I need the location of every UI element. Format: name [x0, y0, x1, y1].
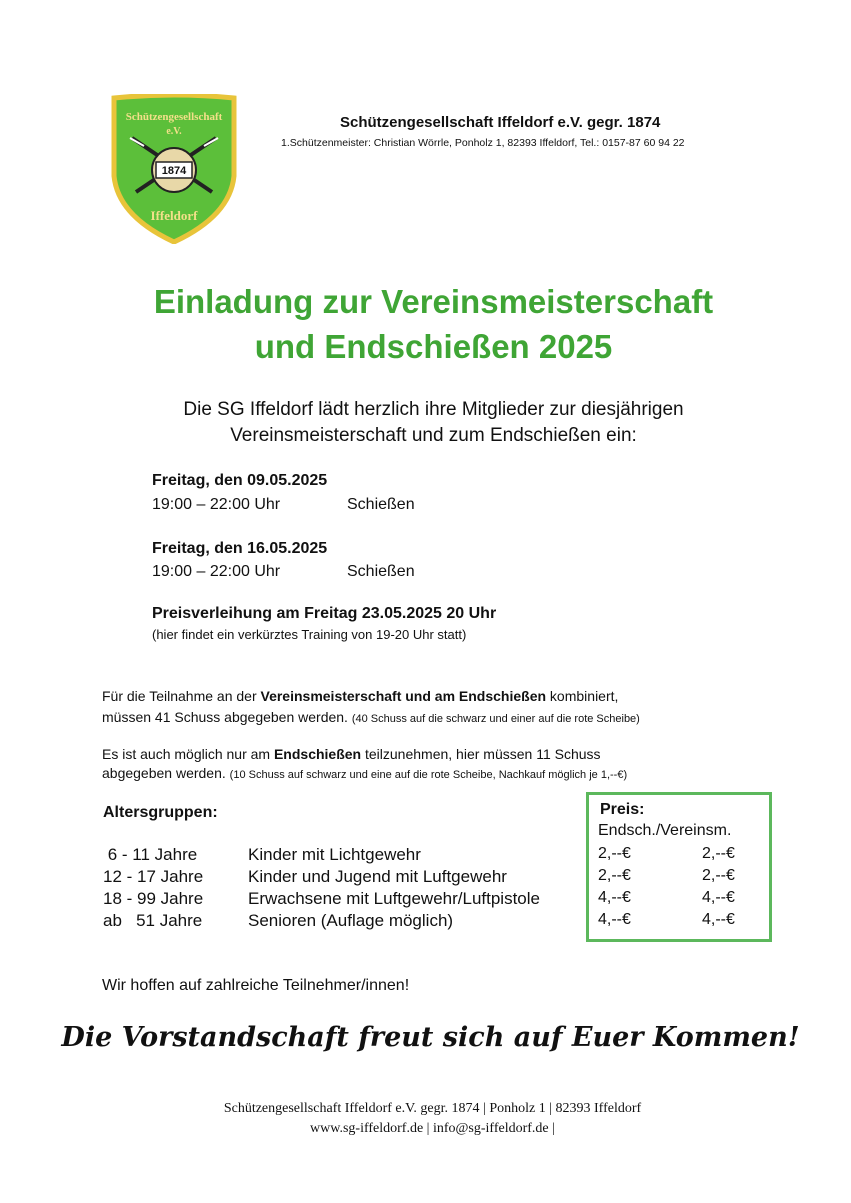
age-range: ab 51 Jahre [103, 911, 203, 930]
date-2-label: Freitag, den 16.05.2025 [152, 540, 328, 557]
award-note: (hier findet ein verkürztes Training von 19-20 Uhr statt) [152, 627, 467, 642]
price-endsch: 4,--€ [598, 911, 631, 928]
price-vereinsm: 4,--€ [702, 889, 735, 906]
club-logo [108, 94, 240, 244]
price-endsch: 2,--€ [598, 845, 631, 862]
endsch-small: (10 Schuss auf schwarz und eine auf die rote Scheibe, Nachkauf möglich je 1,--€) [229, 769, 628, 781]
footer-links: www.sg-iffeldorf.de | info@sg-iffeldorf.de | [310, 1121, 555, 1136]
date-1-time: 19:00 – 22:00 Uhr [152, 496, 281, 513]
price-endsch: 4,--€ [598, 889, 631, 906]
endsch-line-2 [102, 765, 627, 781]
hope-text: Wir hoffen auf zahlreiche Teilnehmer/innen! [102, 977, 410, 994]
endsch-main: abgegeben werden. [102, 765, 230, 781]
combined-post: kombiniert, [546, 688, 619, 704]
age-desc: Kinder und Jugend mit Luftgewehr [248, 867, 507, 886]
combined-bold: Vereinsmeisterschaft und am Endschießen [260, 688, 547, 704]
award-date: Preisverleihung am Freitag 23.05.2025 20 Uhr [152, 605, 497, 622]
logo-year-text: 1874 [161, 165, 187, 177]
endsch-bold: Endschießen [273, 746, 362, 762]
age-range: 18 - 99 Jahre [103, 889, 204, 908]
price-heading: Preis: [600, 801, 645, 818]
logo-bottom-text: Iffeldorf [150, 208, 198, 223]
title-line-2: und Endschießen 2025 [254, 328, 613, 365]
logo-ev-text: e.V. [166, 126, 182, 137]
age-desc: Senioren (Auflage möglich) [248, 911, 454, 930]
date-2-time: 19:00 – 22:00 Uhr [152, 563, 281, 580]
endsch-pre: Es ist auch möglich nur am [102, 746, 274, 762]
age-desc: Erwachsene mit Luftgewehr/Luftpistole [248, 889, 540, 908]
price-vereinsm: 2,--€ [702, 867, 735, 884]
combined-line-2 [102, 709, 640, 725]
price-vereinsm: 4,--€ [702, 911, 735, 928]
date-1-activity: Schießen [347, 496, 415, 513]
price-endsch: 2,--€ [598, 867, 631, 884]
title-line-1: Einladung zur Vereinsmeisterschaft [153, 283, 714, 320]
footer-address: Schützengesellschaft Iffeldorf e.V. gegr. 1874 | Ponholz 1 | 82393 Iffeldorf [223, 1101, 642, 1116]
org-contact: 1.Schützenmeister: Christian Wörrle, Ponholz 1, 82393 Iffeldorf, Tel.: 0157-87 60 94 22 [281, 137, 685, 149]
date-1-label: Freitag, den 09.05.2025 [152, 472, 328, 489]
intro-line-2: Vereinsmeisterschaft und zum Endschießen ein: [230, 425, 637, 446]
age-range: 12 - 17 Jahre [103, 867, 204, 886]
date-2-activity: Schießen [347, 563, 415, 580]
combined-main: müssen 41 Schuss abgegeben werden. [102, 709, 352, 725]
age-desc: Kinder mit Lichtgewehr [248, 845, 421, 864]
endsch-post: teilzunehmen, hier müssen 11 Schuss [361, 746, 601, 762]
intro-line-1: Die SG Iffeldorf lädt herzlich ihre Mitglieder zur diesjährigen [183, 399, 684, 420]
closing-text: Die Vorstandschaft freut sich auf Euer Kommen! [61, 1022, 800, 1053]
price-subheading: Endsch./Vereinsm. [598, 822, 732, 839]
combined-line-1 [102, 688, 618, 704]
endsch-line-1 [102, 746, 601, 762]
age-groups-heading: Altersgruppen: [103, 804, 218, 821]
combined-pre: Für die Teilnahme an der [102, 688, 261, 704]
org-name: Schützengesellschaft Iffeldorf e.V. gegr. 1874 [340, 114, 661, 131]
combined-small: (40 Schuss auf die schwarz und einer auf die rote Scheibe) [351, 713, 640, 725]
age-range: 6 - 11 Jahre [103, 845, 198, 864]
logo-top-text: Schützengesellschaft [125, 111, 223, 123]
price-vereinsm: 2,--€ [702, 845, 735, 862]
